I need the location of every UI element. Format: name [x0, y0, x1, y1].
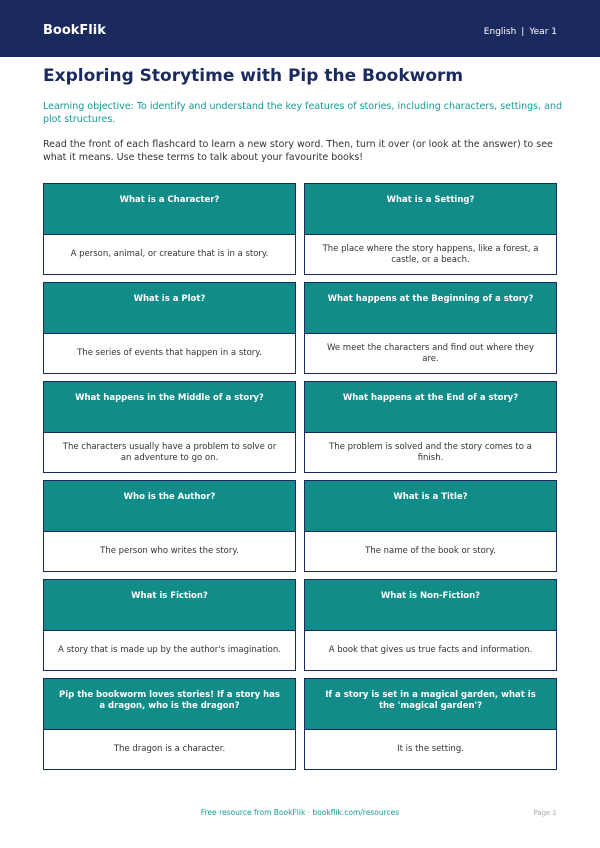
flashcard-question: What happens at the End of a story?: [305, 382, 556, 432]
flashcard[interactable]: [304, 183, 557, 275]
flashcard-question: If a story is set in a magical garden, what is the 'magical garden'?: [305, 679, 556, 729]
flashcard-answer: The problem is solved and the story comes to a finish.: [305, 432, 556, 472]
flashcard-answer: A story that is made up by the author's imagination.: [44, 630, 295, 670]
flashcard[interactable]: [304, 282, 557, 374]
flashcard-answer: The series of events that happen in a story.: [44, 333, 295, 373]
learning-objective: Learning objective: To identify and understand the key features of stories, including characters, settings, and plot structures.: [43, 101, 563, 125]
flashcard[interactable]: [43, 480, 296, 572]
footer-credit[interactable]: Free resource from BookFlik · bookflik.com/resources: [200, 808, 400, 817]
flashcard-question: What is a Plot?: [44, 283, 295, 333]
flashcard-answer: A book that gives us true facts and information.: [305, 630, 556, 670]
header-bar: [0, 0, 600, 57]
flashcard[interactable]: [304, 381, 557, 473]
flashcard-answer: The name of the book or story.: [305, 531, 556, 571]
subject-label: English: [483, 27, 517, 37]
flashcard[interactable]: [304, 480, 557, 572]
flashcard-answer: We meet the characters and find out where they are.: [305, 333, 556, 373]
flashcard-answer: The dragon is a character.: [44, 729, 295, 769]
flashcard-question: What happens at the Beginning of a story?: [305, 283, 556, 333]
flashcard-grid: [43, 183, 557, 770]
brand-logo[interactable]: BookFlik: [43, 23, 106, 38]
flashcard-question: What is Fiction?: [44, 580, 295, 630]
flashcard[interactable]: [43, 282, 296, 374]
page-title: Exploring Storytime with Pip the Bookworm: [43, 66, 464, 86]
flashcard-question: What is Non-Fiction?: [305, 580, 556, 630]
header-meta: [484, 27, 557, 37]
flashcard[interactable]: [43, 183, 296, 275]
flashcard-answer: The person who writes the story.: [44, 531, 295, 571]
flashcard-question: Pip the bookworm loves stories! If a story has a dragon, who is the dragon?: [44, 679, 295, 729]
flashcard[interactable]: [43, 579, 296, 671]
flashcard[interactable]: [304, 678, 557, 770]
year-label: Year 1: [529, 27, 557, 37]
flashcard-question: What is a Setting?: [305, 184, 556, 234]
flashcard-question: What is a Character?: [44, 184, 295, 234]
flashcard-question: What is a Title?: [305, 481, 556, 531]
flashcard-answer: The characters usually have a problem to solve or an adventure to go on.: [44, 432, 295, 472]
meta-separator: |: [521, 27, 525, 37]
intro-text: Read the front of each flashcard to learn a new story word. Then, turn it over (or look at the answer) to see what it means. Use these terms to talk about your favourite books!: [43, 139, 553, 163]
flashcard-question: What happens in the Middle of a story?: [44, 382, 295, 432]
page-number: Page 1: [533, 809, 557, 817]
flashcard-question: Who is the Author?: [44, 481, 295, 531]
flashcard-answer: The place where the story happens, like a forest, a castle, or a beach.: [305, 234, 556, 274]
flashcard[interactable]: [43, 678, 296, 770]
flashcard[interactable]: [43, 381, 296, 473]
flashcard-answer: A person, animal, or creature that is in a story.: [44, 234, 295, 274]
flashcard-answer: It is the setting.: [305, 729, 556, 769]
flashcard[interactable]: [304, 579, 557, 671]
